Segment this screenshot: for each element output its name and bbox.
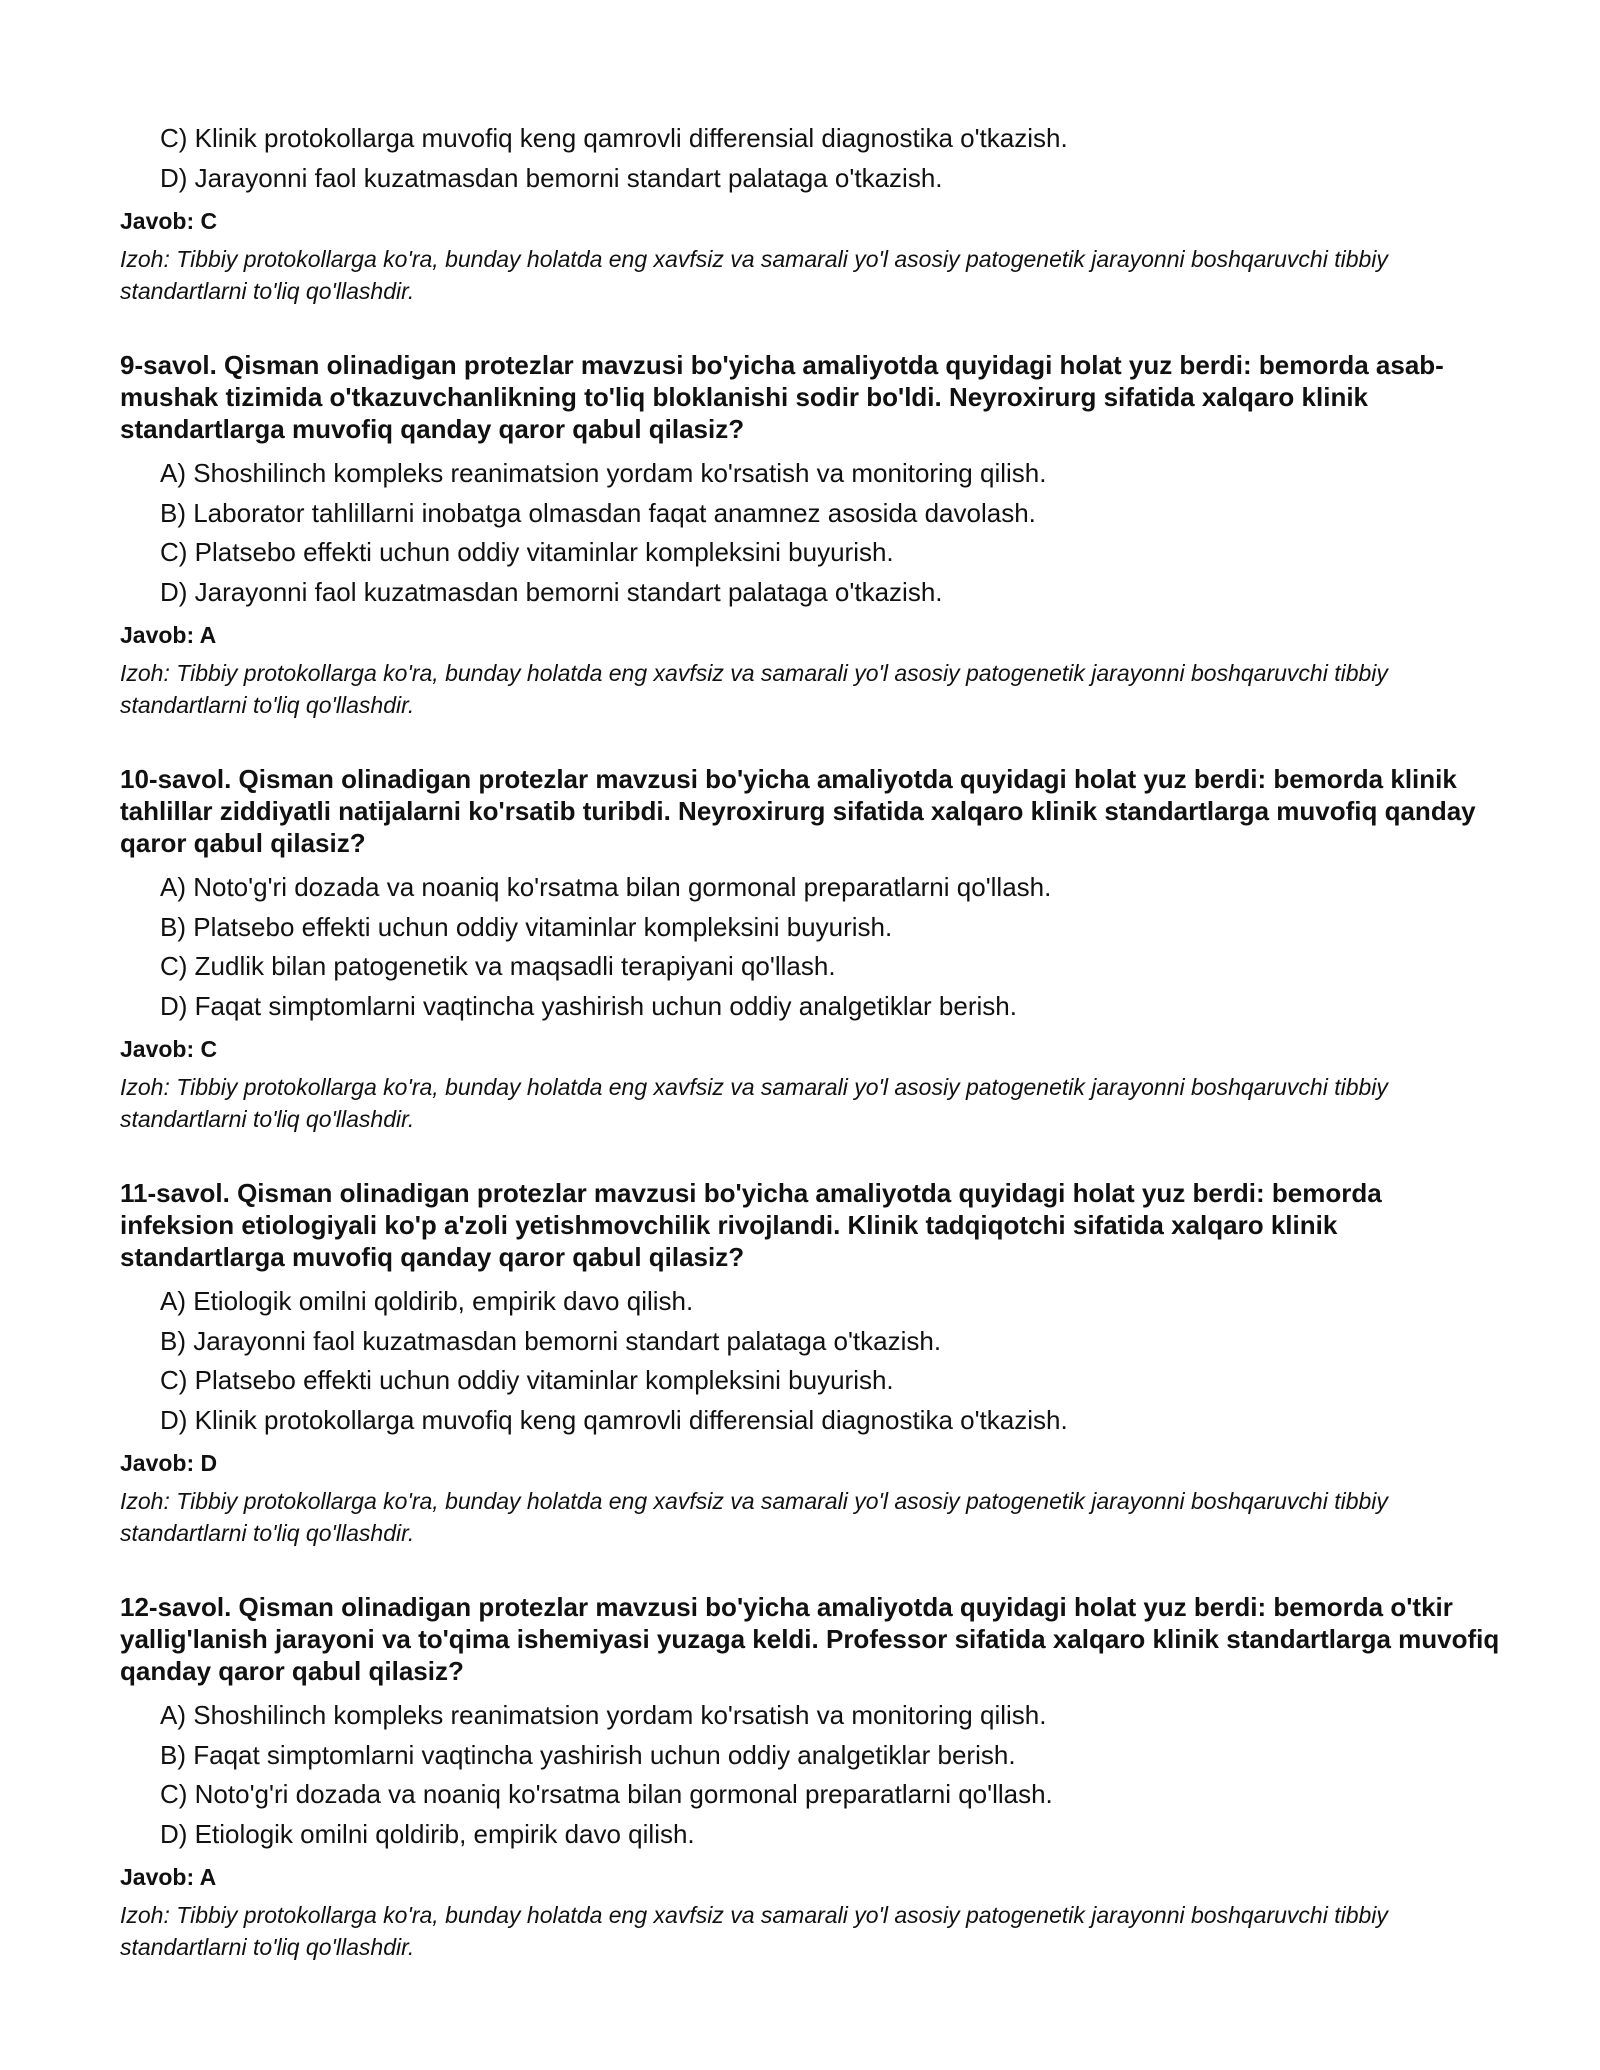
answer-line: Javob: A xyxy=(120,1864,217,1890)
question-text: 11-savol. Qisman olinadigan protezlar mavzusi bo'yicha amaliyotda quyidagi holat yuz berdi: bemorda infeksion etiologiyali ko'p a'zoli yetishmovchilik rivojlandi. Klinik tadqiqotchi sifatida xalqaro klinik standartlarga muvofiq qanday qaror qabul qilasiz? xyxy=(120,1178,1382,1272)
explanation-note: Izoh: Tibbiy protokollarga ko'ra, bunday holatda eng xavfsiz va samarali yo'l asosiy patogenetik jarayonni boshqaruvchi tibbiy standartlarni to'liq qo'llashdir. xyxy=(120,1488,1388,1546)
answer-line: Javob: C xyxy=(120,1036,218,1062)
option-c: C) Platsebo effekti uchun oddiy vitaminlar kompleksini buyurish. xyxy=(160,537,894,567)
option-c: C) Platsebo effekti uchun oddiy vitaminlar kompleksini buyurish. xyxy=(160,1365,894,1395)
explanation-note: Izoh: Tibbiy protokollarga ko'ra, bunday holatda eng xavfsiz va samarali yo'l asosiy patogenetik jarayonni boshqaruvchi tibbiy standartlarni to'liq qo'llashdir. xyxy=(120,1074,1388,1132)
answer-line: Javob: C xyxy=(120,208,218,234)
option-a: A) Shoshilinch kompleks reanimatsion yordam ko'rsatish va monitoring qilish. xyxy=(160,458,1047,488)
question-9 xyxy=(120,349,1500,721)
explanation-note: Izoh: Tibbiy protokollarga ko'ra, bunday holatda eng xavfsiz va samarali yo'l asosiy patogenetik jarayonni boshqaruvchi tibbiy standartlarni to'liq qo'llashdir. xyxy=(120,246,1388,304)
option-d: D) Klinik protokollarga muvofiq keng qamrovli differensial diagnostika o'tkazish. xyxy=(160,1404,1068,1435)
option-b: B) Platsebo effekti uchun oddiy vitaminlar kompleksini buyurish. xyxy=(160,911,893,942)
option-a: A) Shoshilinch kompleks reanimatsion yordam ko'rsatish va monitoring qilish. xyxy=(160,1700,1047,1730)
question-text: 10-savol. Qisman olinadigan protezlar mavzusi bo'yicha amaliyotda quyidagi holat yuz berdi: bemorda klinik tahlillar ziddiyatli natijalarni ko'rsatib turibdi. Neyroxirurg sifatida xalqaro klinik standartlarga muvofiq qanday qaror qabul qilasiz? xyxy=(120,764,1476,858)
question-12 xyxy=(120,1591,1500,1963)
document-page xyxy=(120,119,1500,1963)
option-a: A) Noto'g'ri dozada va noaniq ko'rsatma bilan gormonal preparatlarni qo'llash. xyxy=(160,872,1052,902)
explanation-note: Izoh: Tibbiy protokollarga ko'ra, bunday holatda eng xavfsiz va samarali yo'l asosiy patogenetik jarayonni boshqaruvchi tibbiy standartlarni to'liq qo'llashdir. xyxy=(120,660,1388,718)
option-d: D) Jarayonni faol kuzatmasdan bemorni standart palataga o'tkazish. xyxy=(160,162,943,193)
explanation-note: Izoh: Tibbiy protokollarga ko'ra, bunday holatda eng xavfsiz va samarali yo'l asosiy patogenetik jarayonni boshqaruvchi tibbiy standartlarni to'liq qo'llashdir. xyxy=(120,1902,1388,1960)
option-d: D) Faqat simptomlarni vaqtincha yashirish uchun oddiy analgetiklar berish. xyxy=(160,990,1017,1021)
option-c: C) Zudlik bilan patogenetik va maqsadli terapiyani qo'llash. xyxy=(160,951,836,981)
option-d: D) Jarayonni faol kuzatmasdan bemorni standart palataga o'tkazish. xyxy=(160,576,943,607)
question-text: 12-savol. Qisman olinadigan protezlar mavzusi bo'yicha amaliyotda quyidagi holat yuz berdi: bemorda o'tkir yallig'lanish jarayoni va to'qima ishemiyasi yuzaga keldi. Professor sifatida xalqaro klinik standartlarga muvofiq qanday qaror qabul qilasiz? xyxy=(120,1592,1500,1686)
option-c: C) Klinik protokollarga muvofiq keng qamrovli differensial diagnostika o'tkazish. xyxy=(160,123,1068,153)
question-8-continuation xyxy=(120,119,1500,307)
question-text: 9-savol. Qisman olinadigan protezlar mavzusi bo'yicha amaliyotda quyidagi holat yuz berdi: bemorda asab-mushak tizimida o'tkazuvchanlikning to'liq bloklanishi sodir bo'ldi. Neyroxirurg sifatida xalqaro klinik standartlarga muvofiq qanday qaror qabul qilasiz? xyxy=(120,350,1444,444)
answer-line: Javob: A xyxy=(120,622,217,648)
option-c: C) Noto'g'ri dozada va noaniq ko'rsatma bilan gormonal preparatlarni qo'llash. xyxy=(160,1779,1053,1809)
option-b: B) Faqat simptomlarni vaqtincha yashirish uchun oddiy analgetiklar berish. xyxy=(160,1739,1016,1770)
option-d: D) Etiologik omilni qoldirib, empirik davo qilish. xyxy=(160,1818,695,1849)
question-11 xyxy=(120,1177,1500,1549)
answer-line: Javob: D xyxy=(120,1450,218,1476)
option-b: B) Laborator tahlillarni inobatga olmasdan faqat anamnez asosida davolash. xyxy=(160,497,1036,528)
option-a: A) Etiologik omilni qoldirib, empirik davo qilish. xyxy=(160,1286,694,1316)
question-10 xyxy=(120,763,1500,1135)
option-b: B) Jarayonni faol kuzatmasdan bemorni standart palataga o'tkazish. xyxy=(160,1325,942,1356)
